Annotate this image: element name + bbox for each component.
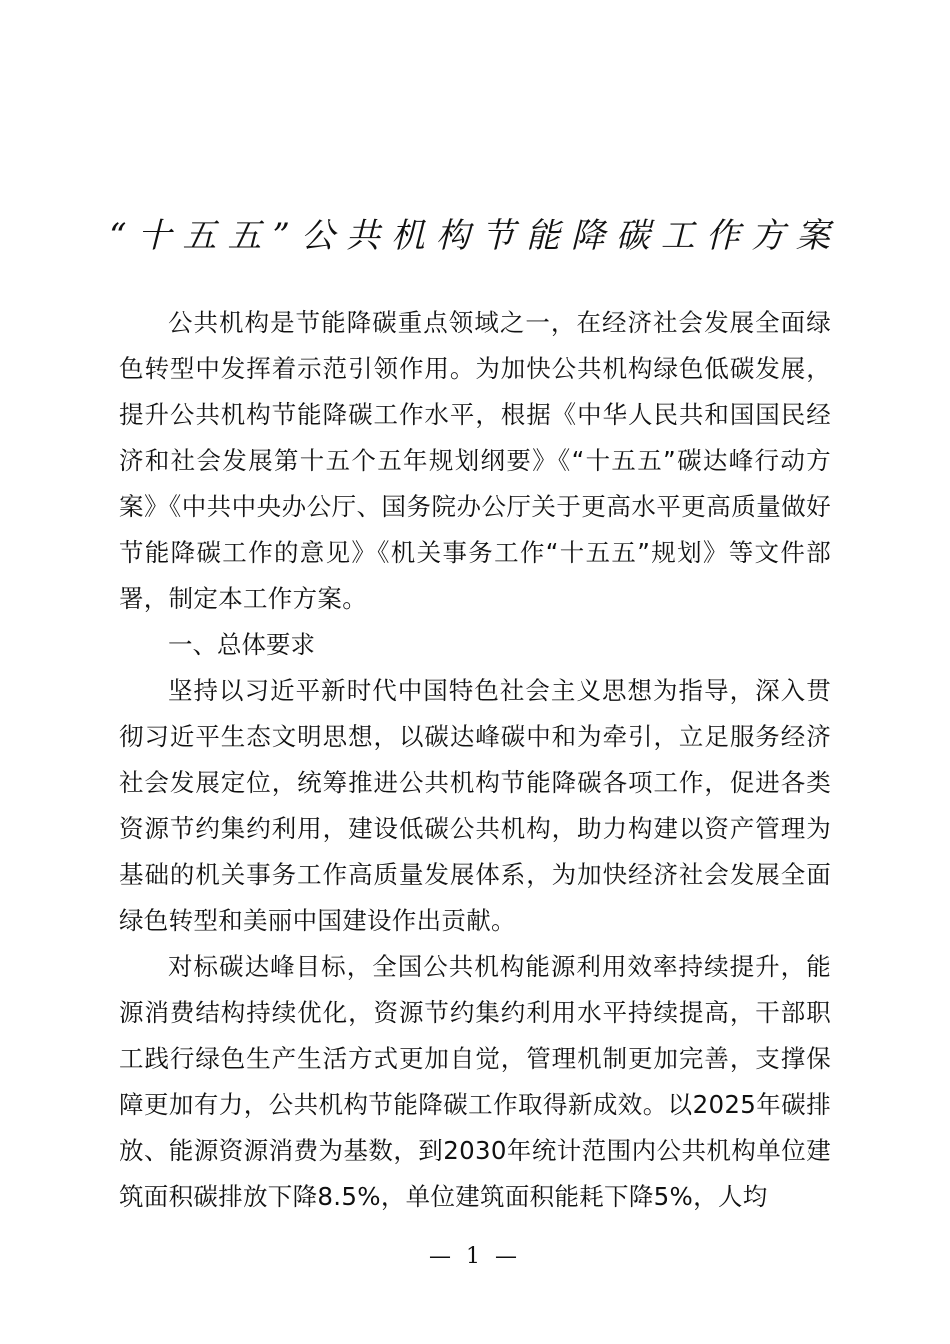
targets-paragraph: 对标碳达峰目标，全国公共机构能源利用效率持续提升，能源消费结构持续优化，资源节约集约利用水平持续提高，干部职工践行绿色生产生活方式更加自觉，管理机制更加完善，支撑保障更加有力，公共机构节能降碳工作取得新成效。以2025年碳排放、能源资源消费为基数，到2030年统计范围内公共机构单位建筑面积碳排放下降8.5%，单位建筑面积能耗下降5%，人均 (119, 952, 831, 1211)
guiding-principle-paragraph: 坚持以习近平新时代中国特色社会主义思想为指导，深入贯彻习近平生态文明思想，以碳达峰碳中和为牵引，立足服务经济社会发展定位，统筹推进公共机构节能降碳各项工作，促进各类资源节约集约利用，建设低碳公共机构，助力构建以资产管理为基础的机关事务工作高质量发展体系，为加快经济社会发展全面绿色转型和美丽中国建设作出贡献。 (119, 676, 831, 935)
document-body (119, 300, 831, 1220)
document-title: “十五五”公共机构节能降碳工作方案 (109, 216, 841, 256)
page-number: — 1 — (429, 1244, 521, 1269)
section-heading: 一、总体要求 (168, 630, 315, 659)
intro-paragraph: 公共机构是节能降碳重点领域之一，在经济社会发展全面绿色转型中发挥着示范引领作用。为加快公共机构绿色低碳发展，提升公共机构节能降碳工作水平，根据《中华人民共和国国民经济和社会发展第十五个五年规划纲要》《“十五五”碳达峰行动方案》《中共中央办公厅、国务院办公厅关于更高水平更高质量做好节能降碳工作的意见》《机关事务工作“十五五”规划》等文件部署，制定本工作方案。 (119, 308, 831, 613)
